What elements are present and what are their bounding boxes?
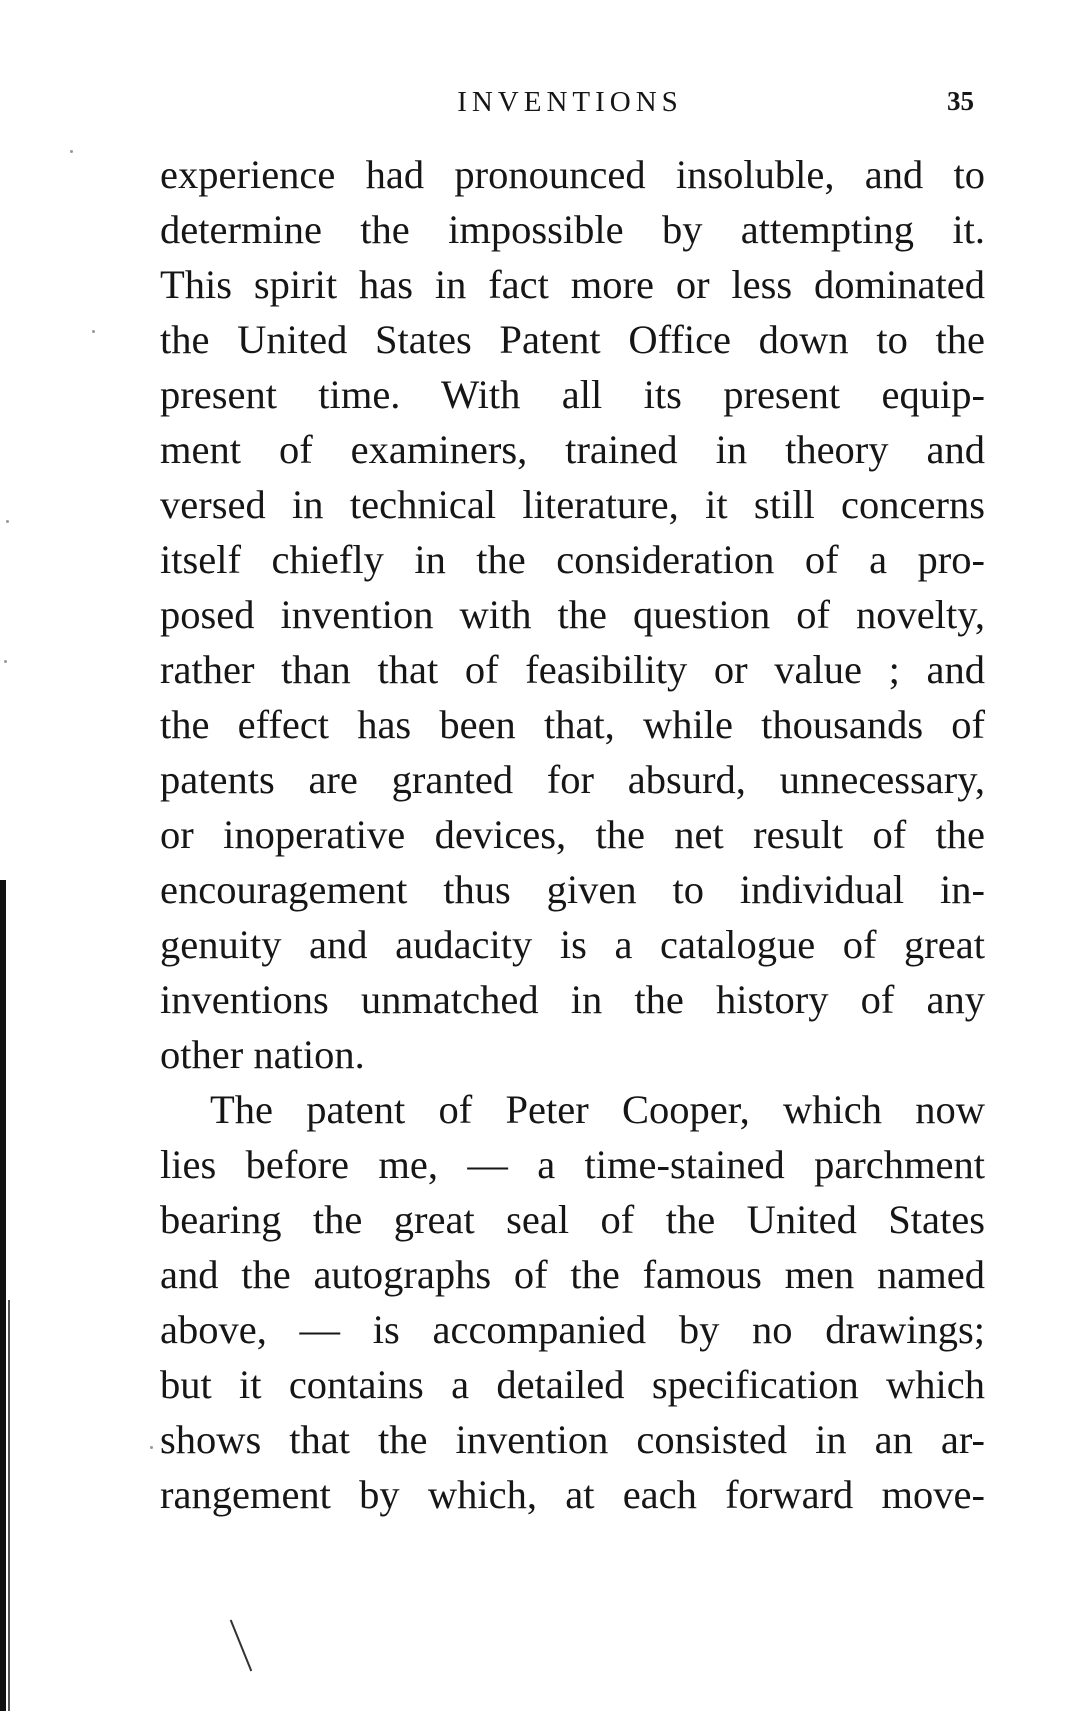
text-line: patents are granted for absurd, unnecessary,: [160, 757, 985, 802]
text-line: or inoperative devices, the net result of the: [160, 812, 985, 857]
text-line: rangement by which, at each forward move-: [160, 1472, 985, 1517]
running-title: INVENTIONS: [457, 86, 683, 118]
paragraph: [160, 147, 985, 1082]
text-line: genuity and audacity is a catalogue of great: [160, 922, 985, 967]
text-line: present time. With all its present equip-: [160, 372, 985, 417]
text-line: This spirit has in fact more or less dominated: [160, 262, 985, 307]
text-line: rather than that of feasibility or value ; and: [160, 647, 985, 692]
paragraph: [160, 1082, 985, 1522]
text-line: versed in technical literature, it still concerns: [160, 482, 985, 527]
text-line: ment of examiners, trained in theory and: [160, 427, 985, 472]
text-line: the effect has been that, while thousands of: [160, 702, 985, 747]
paper-speck: [150, 1446, 153, 1449]
paper-speck: [92, 330, 95, 333]
text-line: posed invention with the question of novelty,: [160, 592, 985, 637]
text-line: bearing the great seal of the United States: [160, 1197, 985, 1242]
body-text: [160, 147, 985, 1522]
text-line: the United States Patent Office down to the: [160, 317, 985, 362]
text-line: determine the impossible by attempting it.: [160, 207, 985, 252]
paper-speck: [6, 520, 9, 523]
page-number: 35: [947, 86, 974, 116]
text-line: encouragement thus given to individual in-: [160, 867, 985, 912]
text-line: shows that the invention consisted in an ar-: [160, 1417, 985, 1462]
binding-gutter-edge: [8, 1300, 10, 1711]
stray-pencil-mark: [230, 1620, 252, 1672]
binding-gutter-shadow: [0, 880, 6, 1711]
text-line: The patent of Peter Cooper, which now: [210, 1087, 985, 1132]
text-line: inventions unmatched in the history of any: [160, 977, 985, 1022]
text-line: itself chiefly in the consideration of a pro-: [160, 537, 985, 582]
text-line: above, — is accompanied by no drawings;: [160, 1307, 985, 1352]
paper-speck: [4, 660, 7, 663]
text-line: experience had pronounced insoluble, and to: [160, 152, 985, 197]
text-line: and the autographs of the famous men named: [160, 1252, 985, 1297]
text-line: other nation.: [160, 1032, 365, 1077]
running-head: [160, 82, 980, 122]
text-line: but it contains a detailed specification which: [160, 1362, 985, 1407]
paper-speck: [70, 150, 73, 153]
text-line: lies before me, — a time-stained parchment: [160, 1142, 985, 1187]
